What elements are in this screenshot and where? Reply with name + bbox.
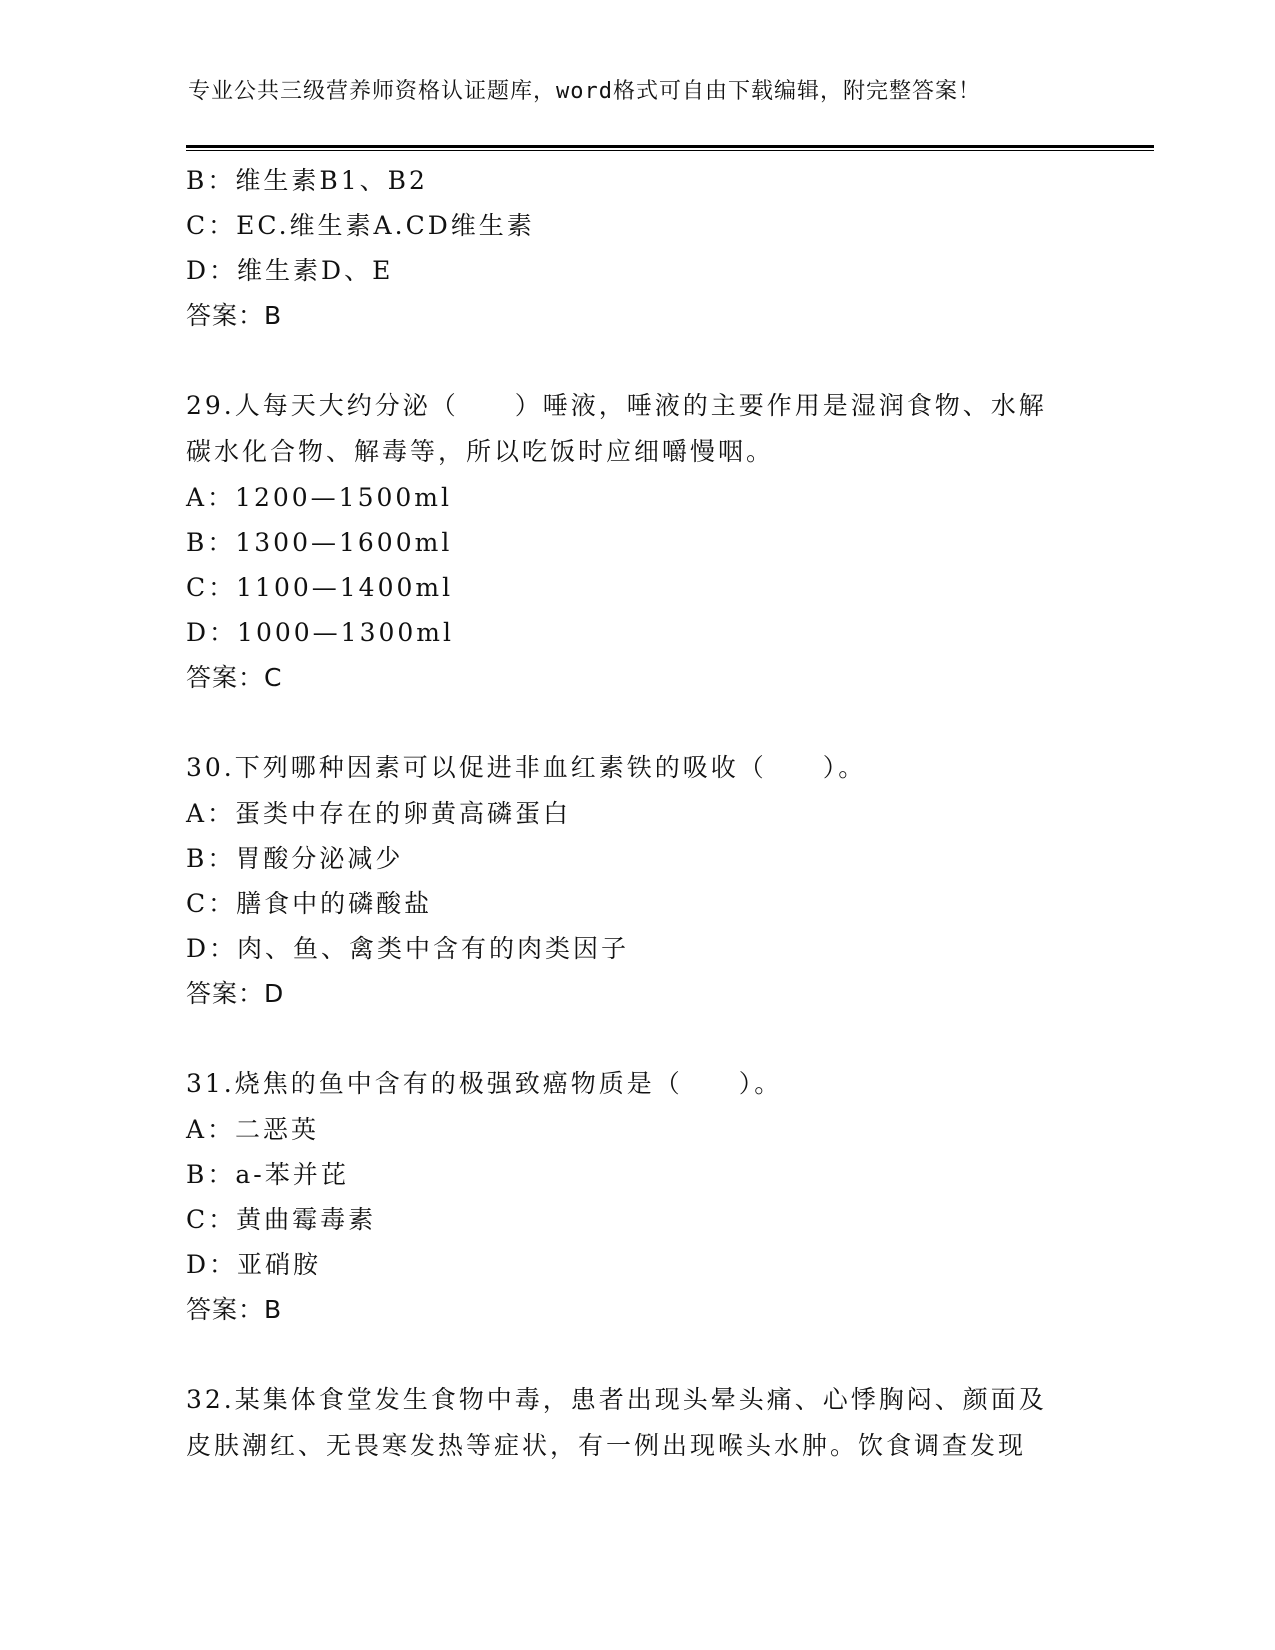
question-30 bbox=[186, 745, 1086, 1016]
option-d: D：维生素D、E bbox=[186, 256, 394, 285]
question-28-continued bbox=[186, 158, 1086, 338]
option-d: D：肉、鱼、禽类中含有的肉类因子 bbox=[186, 934, 630, 963]
option-a: A：二恶英 bbox=[186, 1115, 320, 1144]
answer-line: 答案：B bbox=[186, 301, 283, 330]
option-c: C：EC.维生素A.CD维生素 bbox=[186, 211, 535, 240]
question-stem-line: 31.烧焦的鱼中含有的极强致癌物质是（ ）。 bbox=[186, 1069, 783, 1098]
header-rule-thin bbox=[186, 150, 1154, 151]
question-stem-line: 29.人每天大约分泌（ ）唾液，唾液的主要作用是湿润食物、水解 bbox=[186, 391, 1047, 420]
question-stem-line: 32.某集体食堂发生食物中毒，患者出现头晕头痛、心悸胸闷、颜面及 bbox=[186, 1385, 1047, 1414]
answer-line: 答案：D bbox=[186, 979, 285, 1008]
option-c: C：1100—1400ml bbox=[186, 573, 454, 602]
option-a: A：1200—1500ml bbox=[186, 483, 453, 512]
option-b: B：a-苯并芘 bbox=[186, 1160, 349, 1189]
answer-line: 答案：B bbox=[186, 1295, 283, 1324]
question-32 bbox=[186, 1377, 1086, 1469]
question-stem-line: 30.下列哪种因素可以促进非血红素铁的吸收（ ）。 bbox=[186, 753, 867, 782]
header-rule-thick bbox=[186, 145, 1154, 148]
option-d: D：亚硝胺 bbox=[186, 1250, 322, 1279]
option-b: B：维生素B1、B2 bbox=[186, 166, 428, 195]
option-b: B：1300—1600ml bbox=[186, 528, 453, 557]
question-31 bbox=[186, 1061, 1086, 1332]
option-c: C：黄曲霉毒素 bbox=[186, 1205, 377, 1234]
answer-line: 答案：C bbox=[186, 663, 283, 692]
question-stem-line: 碳水化合物、解毒等，所以吃饭时应细嚼慢咽。 bbox=[186, 437, 775, 466]
option-a: A：蛋类中存在的卵黄高磷蛋白 bbox=[186, 799, 572, 828]
option-d: D：1000—1300ml bbox=[186, 618, 454, 647]
option-c: C：膳食中的磷酸盐 bbox=[186, 889, 433, 918]
document-body bbox=[186, 158, 1086, 1469]
page-header: 专业公共三级营养师资格认证题库，word格式可自由下载编辑，附完整答案！ bbox=[188, 79, 981, 104]
question-stem-line: 皮肤潮红、无畏寒发热等症状，有一例出现喉头水肿。饮食调查发现 bbox=[186, 1431, 1027, 1460]
question-29 bbox=[186, 383, 1086, 700]
option-b: B：胃酸分泌减少 bbox=[186, 844, 404, 873]
